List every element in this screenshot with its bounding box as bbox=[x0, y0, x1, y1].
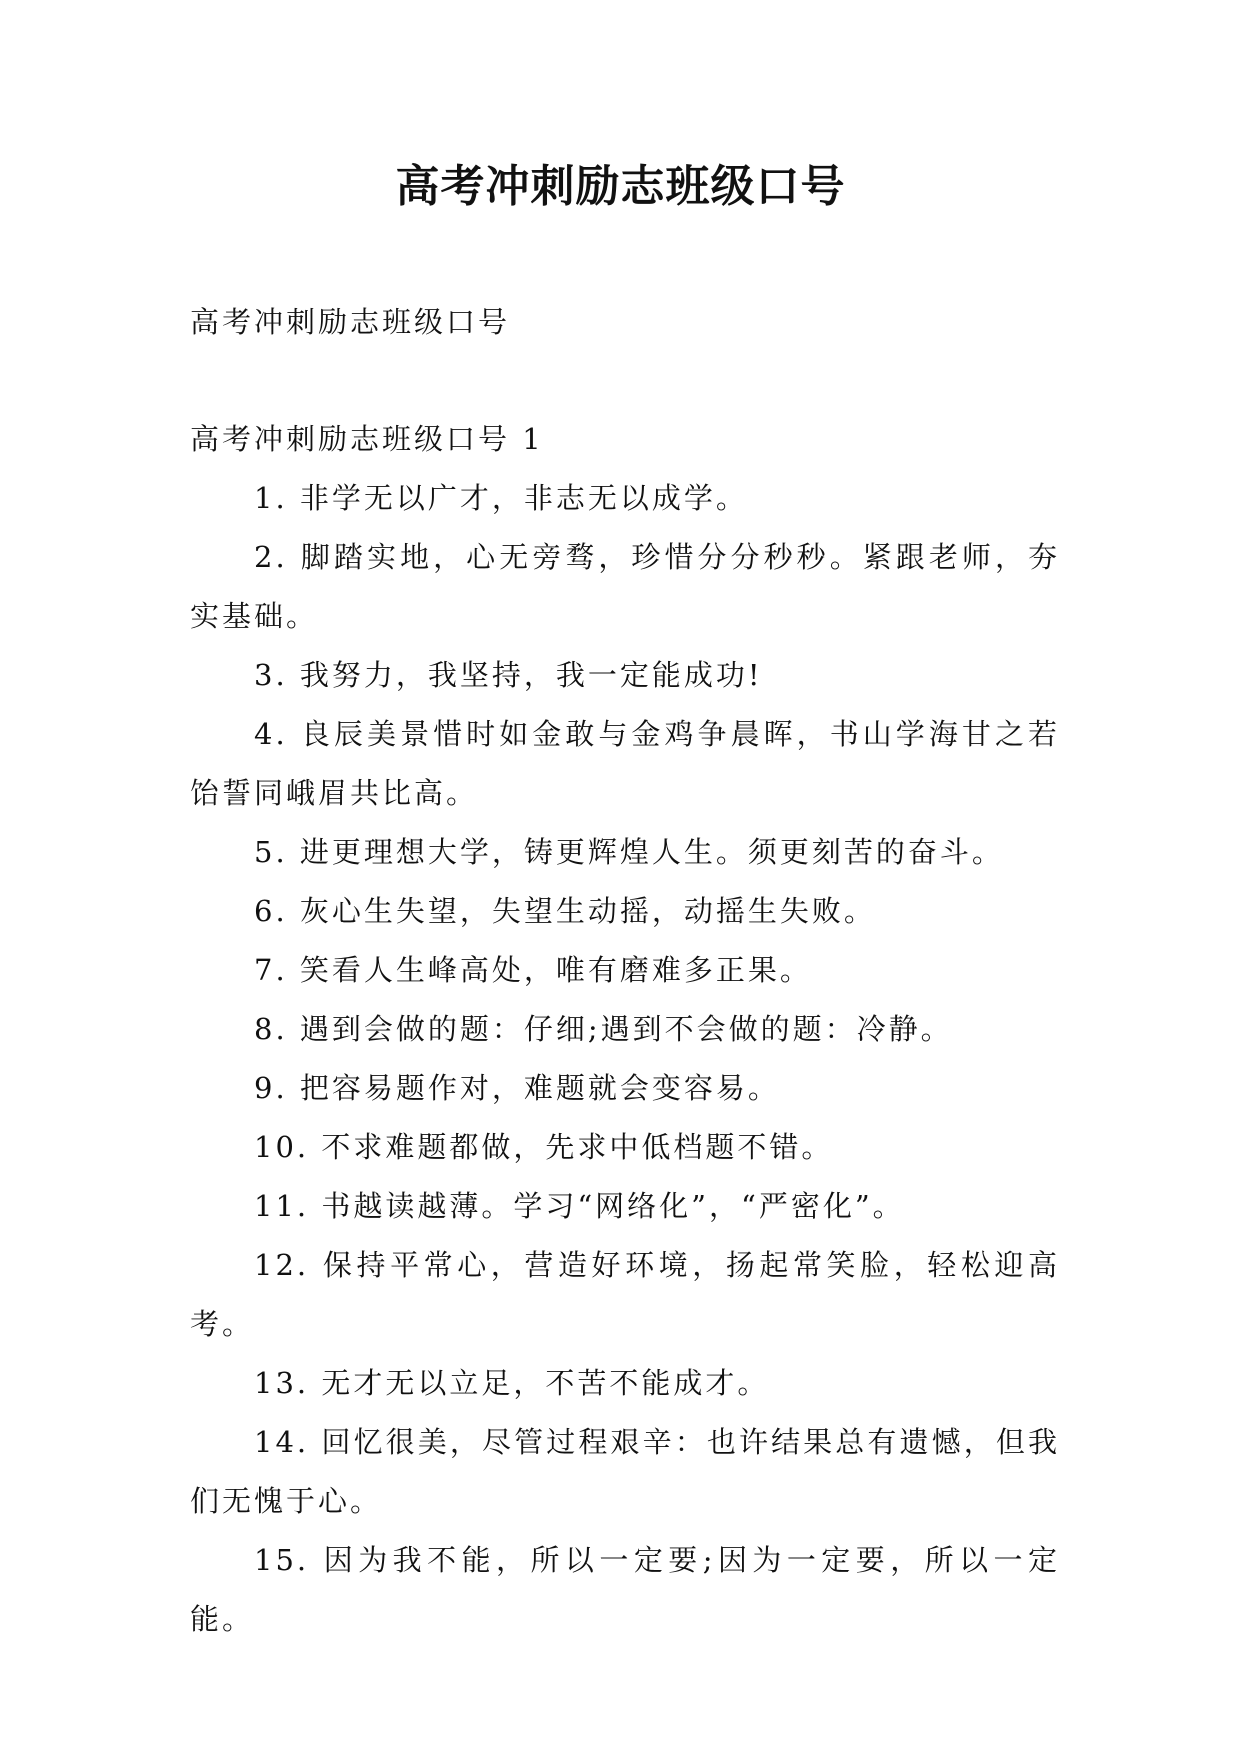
slogan-item-8: 8. 遇到会做的题：仔细;遇到不会做的题：冷静。 bbox=[254, 1012, 953, 1046]
section-heading: 高考冲刺励志班级口号 1 bbox=[190, 422, 544, 456]
slogan-item-10: 10. 不求难题都做，先求中低档题不错。 bbox=[254, 1130, 834, 1164]
slogan-item-15: 15. 因为我不能，所以一定要;因为一定要，所以一定能。 bbox=[190, 1543, 1060, 1636]
slogan-item-3: 3. 我努力，我坚持，我一定能成功! bbox=[254, 658, 763, 692]
document-subtitle: 高考冲刺励志班级口号 bbox=[190, 305, 511, 339]
slogan-item-4: 4. 良辰美景惜时如金敢与金鸡争晨晖，书山学海甘之若饴誓同峨眉共比高。 bbox=[190, 717, 1060, 810]
slogan-item-11: 11. 书越读越薄。学习“网络化”，“严密化”。 bbox=[254, 1189, 905, 1223]
slogan-item-13: 13. 无才无以立足，不苦不能成才。 bbox=[254, 1366, 770, 1400]
slogan-item-14: 14. 回忆很美，尽管过程艰辛：也许结果总有遗憾，但我们无愧于心。 bbox=[190, 1425, 1060, 1518]
slogan-item-7: 7. 笑看人生峰高处，唯有磨难多正果。 bbox=[254, 953, 812, 987]
slogan-item-5: 5. 进更理想大学，铸更辉煌人生。须更刻苦的奋斗。 bbox=[254, 835, 1004, 869]
slogan-item-1: 1. 非学无以广才，非志无以成学。 bbox=[254, 481, 748, 515]
slogan-item-9: 9. 把容易题作对，难题就会变容易。 bbox=[254, 1071, 780, 1105]
document-body bbox=[190, 293, 1060, 1649]
document-title: 高考冲刺励志班级口号 bbox=[395, 161, 846, 212]
slogan-item-12: 12. 保持平常心，营造好环境，扬起常笑脸，轻松迎高考。 bbox=[190, 1248, 1060, 1341]
slogan-item-6: 6. 灰心生失望，失望生动摇，动摇生失败。 bbox=[254, 894, 876, 928]
slogan-item-2: 2. 脚踏实地，心无旁骛，珍惜分分秒秒。紧跟老师，夯实基础。 bbox=[190, 540, 1060, 633]
